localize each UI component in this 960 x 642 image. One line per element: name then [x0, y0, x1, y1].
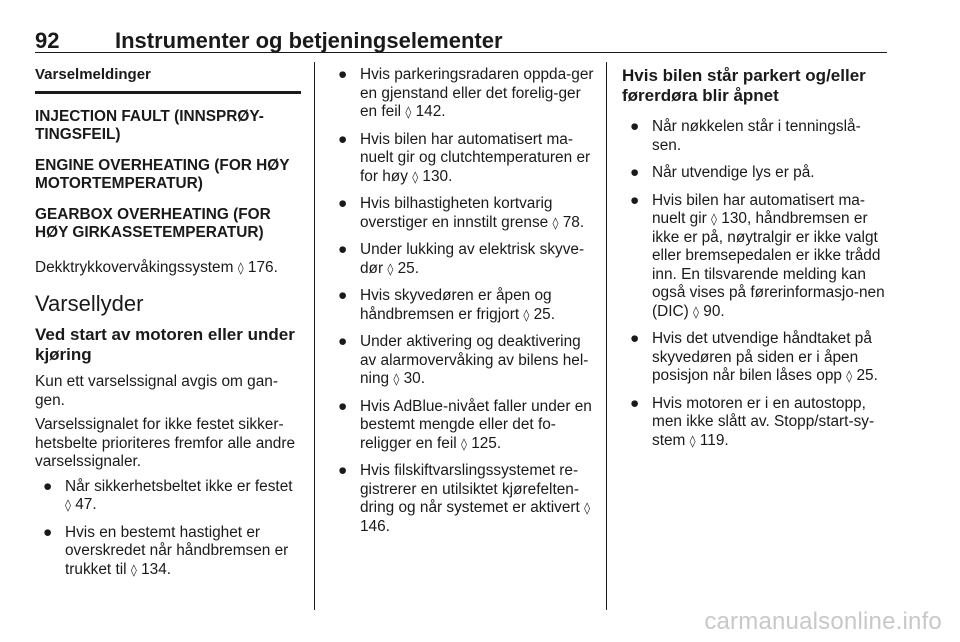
list-item: ● Hvis en bestemt hastighet er overskredet når håndbremsen er trukket til ◊ 134.	[43, 523, 289, 578]
page-header	[35, 28, 887, 53]
column-1	[35, 66, 301, 588]
subsection-heading: Hvis bilen står parkert og/eller førerdøra blir åpnet	[622, 66, 866, 105]
bullet-list	[330, 66, 596, 536]
reference-arrow-icon: ◊	[846, 369, 853, 383]
list-item: ● Under lukking av elektrisk skyve-dør ◊ 25.	[338, 241, 585, 277]
bullet-icon: ●	[630, 330, 640, 347]
page-title: Instrumenter og betjeningselementer	[115, 28, 503, 53]
reference-arrow-icon: ◊	[693, 304, 699, 319]
reference-arrow-icon: ◊	[65, 498, 71, 512]
list-item: ● Når utvendige lys er på.	[630, 164, 815, 181]
list-item: ● Når sikkerhetsbeltet ikke er festet ◊ 47.	[43, 477, 293, 513]
bullet-icon: ●	[338, 462, 348, 479]
reference-arrow-icon: ◊	[387, 261, 394, 276]
page-reference-link[interactable]: 90.	[703, 302, 725, 320]
reference-arrow-icon: ◊	[405, 105, 412, 119]
reference-arrow-icon: ◊	[130, 562, 137, 577]
column-3	[622, 66, 888, 459]
page-reference-link[interactable]: 130.	[422, 167, 453, 185]
warning-message: GEARBOX OVERHEATING (FOR HØY GIRKASSETEMPERATUR)	[35, 205, 271, 241]
page-reference-link[interactable]: 25.	[533, 305, 556, 323]
bullet-list	[35, 478, 301, 580]
reference-arrow-icon: ◊	[412, 169, 419, 184]
paragraph: Kun ett varselssignal avgis om gan-gen.	[35, 373, 278, 409]
warning-message: ENGINE OVERHEATING (FOR HØY MOTORTEMPERATUR)	[35, 156, 290, 192]
reference-arrow-icon: ◊	[584, 501, 591, 515]
list-item: ● Hvis filskiftvarslingssystemet re-gistrerer en utilsiktet kjørefelten-dring og når systemet er aktivert ◊ 146.	[338, 462, 591, 535]
list-item: ● Hvis parkeringsradaren oppda-ger en gjenstand eller det forelig-ger en feil ◊ 142.	[338, 66, 594, 120]
page-reference-link[interactable]: 30.	[403, 370, 426, 387]
page-reference-link[interactable]: 119.	[699, 431, 729, 449]
bullet-icon: ●	[338, 241, 348, 258]
bullet-icon: ●	[630, 191, 640, 209]
page-reference-link[interactable]: 25.	[856, 367, 878, 384]
page-reference-link[interactable]: 134.	[141, 560, 172, 578]
reference-arrow-icon: ◊	[523, 307, 530, 322]
bullet-icon: ●	[630, 394, 640, 412]
subsection-heading: Ved start av motoren eller under kjøring	[35, 325, 295, 364]
list-item: ● Hvis bilen har automatisert ma-nuelt gir og clutchtemperaturen er for høy ◊ 130.	[338, 130, 591, 185]
page-reference-link[interactable]: 176.	[247, 258, 278, 276]
reference-arrow-icon: ◊	[237, 260, 244, 275]
bullet-icon: ●	[338, 130, 348, 148]
watermark: carmanualsonline.info	[704, 608, 942, 635]
list-item: ● Under aktivering og deaktivering av alarmovervåking av bilens hel-ning ◊ 30.	[338, 333, 589, 387]
paragraph: Varselssignalet for ikke festet sikker-hetsbelte prioriteres fremfor alle andre varselssignaler.	[35, 416, 296, 470]
list-item: ● Hvis motoren er i en autostopp, men ikke slått av. Stopp/start-sy-stem ◊ 119.	[630, 394, 875, 449]
list-item: ● Når nøkkelen står i tenningslå-sen.	[630, 118, 861, 154]
list-item: ● Hvis AdBlue-nivået faller under en bestemt mengde eller det fo-religger en feil ◊ 125.	[338, 397, 592, 452]
page-reference-link[interactable]: 146.	[360, 517, 390, 535]
bullet-icon: ●	[43, 523, 53, 541]
reference-arrow-icon: ◊	[393, 372, 400, 386]
page-reference-link[interactable]: 47.	[75, 496, 97, 513]
bullet-icon: ●	[338, 287, 348, 304]
section-heading: Varsellyder	[35, 291, 144, 316]
bullet-icon: ●	[630, 118, 640, 135]
page-reference-link[interactable]: 142.	[415, 103, 446, 120]
reference-arrow-icon: ◊	[552, 215, 559, 230]
page-reference-link[interactable]: 25.	[397, 259, 419, 277]
bullet-icon: ●	[338, 195, 348, 212]
warning-message: INJECTION FAULT (INNSPRØY-TINGSFEIL)	[35, 107, 264, 143]
bullet-icon: ●	[338, 333, 348, 350]
section-label: Varselmeldinger	[35, 66, 301, 94]
column-divider	[606, 62, 607, 610]
bullet-icon: ●	[43, 477, 53, 495]
list-item: ● Hvis bilen har automatisert ma-nuelt gir ◊ 130, håndbremsen er ikke er på, nøytralgir er ikke valgt eller bremsepedalen er ikke trådd inn. En tilsvarende melding kan også vises på førerinformasjo-nen (DIC) ◊ 90.	[630, 191, 885, 320]
column-2	[330, 66, 596, 545]
list-item: ● Hvis bilhastigheten kortvarig overstiger en innstilt grense ◊ 78.	[338, 195, 585, 231]
reference-arrow-icon: ◊	[689, 433, 696, 448]
list-item: ● Hvis det utvendige håndtaket på skyvedøren på siden er i åpen posisjon når bilen låses opp ◊ 25.	[630, 330, 878, 384]
bullet-icon: ●	[338, 397, 348, 415]
reference-arrow-icon: ◊	[460, 436, 467, 451]
reference-arrow-icon: ◊	[711, 212, 717, 226]
page-reference-link[interactable]: 78.	[562, 213, 585, 231]
bullet-list	[622, 118, 888, 450]
bullet-icon: ●	[630, 164, 640, 181]
list-item: ● Hvis skyvedøren er åpen og håndbremsen er frigjort ◊ 25.	[338, 287, 556, 323]
page-reference-link[interactable]: 125.	[471, 434, 502, 452]
bullet-icon: ●	[338, 66, 348, 83]
page-number: 92	[35, 28, 60, 53]
column-divider	[314, 62, 315, 610]
cross-reference: Dekktrykkovervåkingssystem ◊ 176.	[35, 258, 278, 276]
